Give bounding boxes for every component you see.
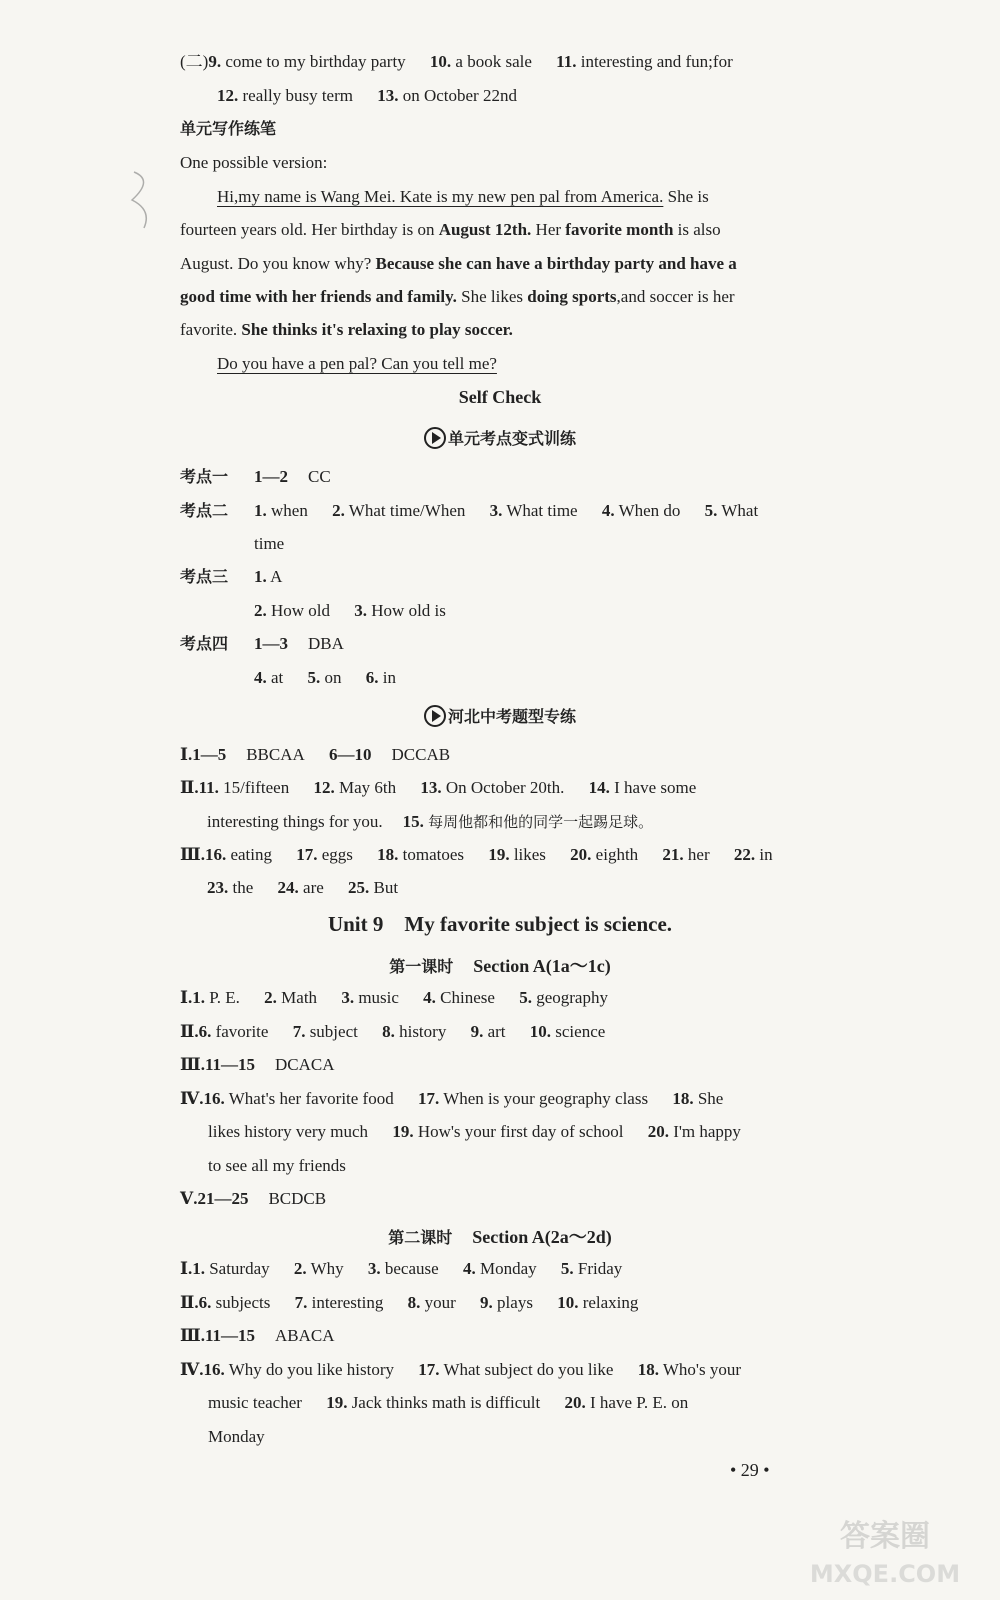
item-number: 20. <box>570 845 592 864</box>
watermark-text: MXQE.COM <box>809 1560 961 1588</box>
item-number: 2. <box>264 988 277 1007</box>
answer-text: favorite <box>215 1022 269 1041</box>
answer-text: Jack thinks math is difficult <box>351 1393 541 1412</box>
answer-text: when <box>271 501 308 520</box>
item-number: 18. <box>637 1360 659 1379</box>
underlined-sentence: Do you have a pen pal? Can you tell me? <box>217 354 497 373</box>
l2-r4-line2 <box>208 1392 688 1414</box>
text: August. Do you know why? <box>180 254 376 273</box>
writing-p1-line1 <box>217 186 709 208</box>
item-number: 20. <box>564 1393 586 1412</box>
answer-text: When is your geography class <box>443 1089 649 1108</box>
range: 21—25 <box>197 1189 249 1208</box>
answer-text: What time <box>506 501 578 520</box>
l2-r4-line3: Monday <box>208 1427 265 1446</box>
kd3-row-2 <box>254 600 446 622</box>
item-number: 13. <box>420 778 442 797</box>
kd2-row <box>180 500 758 522</box>
item-number: 12. <box>217 86 239 105</box>
subheading-text: 河北中考题型专练 <box>447 707 576 726</box>
item-number: 14. <box>588 778 610 797</box>
l2-r1 <box>180 1258 622 1280</box>
item-number: 24. <box>277 878 299 897</box>
answer-text: plays <box>497 1293 533 1312</box>
item-number: 20. <box>647 1122 669 1141</box>
kd4-row-2 <box>254 667 396 689</box>
answer-text: eggs <box>321 845 353 864</box>
kd-label: 考点三 <box>180 567 229 586</box>
text: fourteen years old. Her birthday is on <box>180 220 439 239</box>
item-number: 3. <box>367 1259 381 1278</box>
range: 11—15 <box>204 1326 256 1345</box>
answer-text: come to my birthday party <box>225 52 406 71</box>
item-number: 17. <box>296 845 318 864</box>
item-number: 6. <box>365 668 379 687</box>
answer-text: What <box>721 501 759 520</box>
roman-numeral: Ⅱ. <box>180 1293 199 1312</box>
item-number: 11. <box>556 52 577 71</box>
answer-text: What subject do you like <box>443 1360 614 1379</box>
lesson1-title <box>0 952 1000 978</box>
writing-heading: 单元写作练笔 <box>180 119 277 138</box>
range: 1—5 <box>192 745 227 764</box>
item-number: 3. <box>354 601 368 620</box>
answer-text: I'm happy <box>673 1122 741 1141</box>
kd1-row <box>180 466 331 488</box>
er-line-1 <box>180 51 733 73</box>
answer-text: CC <box>308 467 331 486</box>
answer-text: But <box>373 878 399 897</box>
selfcheck-title: Self Check <box>458 387 542 407</box>
answer-text: DBA <box>308 634 344 653</box>
hb-r3-cont <box>207 877 398 899</box>
text: She likes <box>456 287 528 306</box>
answer-text: tomatoes <box>402 845 465 864</box>
item-number: 2. <box>254 601 267 620</box>
item-number: 23. <box>207 878 229 897</box>
answer-text: What time/When <box>348 501 466 520</box>
answer-text: a book sale <box>455 52 532 71</box>
item-number: 5. <box>704 501 718 520</box>
roman-numeral: Ⅱ. <box>180 778 199 797</box>
writing-p1-line4 <box>180 286 735 308</box>
bold-text: favorite month <box>565 220 674 239</box>
lesson2-title <box>0 1223 1000 1249</box>
answer-text: interesting and fun;for <box>580 52 733 71</box>
item-number: 5. <box>307 668 321 687</box>
roman-numeral: Ⅰ. <box>180 1259 193 1278</box>
item-number: 19. <box>392 1122 414 1141</box>
play-arrow-icon <box>424 705 446 727</box>
kd-label: 考点二 <box>180 501 229 520</box>
lesson-title-cn: 第一课时 <box>389 957 454 976</box>
answer-text: in <box>759 845 773 864</box>
item-number: 3. <box>341 988 355 1007</box>
item-number: 10. <box>429 52 452 71</box>
answer-text: geography <box>536 988 608 1007</box>
answer-text: subjects <box>215 1293 271 1312</box>
answer-text: science <box>555 1022 606 1041</box>
watermark-cn: 答案圈 <box>840 1519 930 1554</box>
watermark-logo <box>800 1512 970 1592</box>
item-number: 8. <box>382 1022 395 1041</box>
answer-text: How old is <box>371 601 446 620</box>
bold-text: good time with her friends and family. <box>180 287 457 306</box>
answer-text: When do <box>618 501 681 520</box>
answer-text: BBCAA <box>246 745 305 764</box>
roman-numeral: Ⅳ. <box>180 1089 204 1108</box>
item-number: 18. <box>672 1089 694 1108</box>
answer-text: DCACA <box>275 1055 335 1074</box>
answer-text: are <box>303 878 324 897</box>
unit-title: Unit 9 My favorite subject is science. <box>327 912 673 936</box>
roman-numeral: Ⅲ. <box>180 845 205 864</box>
l1-r2 <box>180 1021 605 1043</box>
answer-text: music <box>358 988 399 1007</box>
answer-text: Saturday <box>209 1259 270 1278</box>
selfcheck-subheading-2 <box>0 704 1000 727</box>
l1-r4 <box>180 1088 723 1110</box>
answer-text: the <box>232 878 254 897</box>
kd3-row <box>180 566 282 588</box>
answer-text: her <box>687 845 710 864</box>
answer-text: How's your first day of school <box>417 1122 624 1141</box>
l1-r5 <box>180 1188 326 1210</box>
text: She is <box>663 187 709 206</box>
range: 1—2 <box>254 467 288 486</box>
hb-r1 <box>180 744 450 766</box>
play-arrow-icon <box>424 427 446 449</box>
roman-numeral: Ⅴ. <box>180 1189 198 1208</box>
kd-label: 考点四 <box>180 634 229 653</box>
item-number: 6. <box>198 1293 212 1312</box>
underlined-sentence: Hi,my name is Wang Mei. Kate is my new pen pal from America. <box>217 187 664 206</box>
l2-r3 <box>180 1325 335 1347</box>
item-number: 9. <box>480 1293 493 1312</box>
writing-p1-line2 <box>180 219 721 241</box>
answer-text: ABACA <box>275 1326 335 1345</box>
answer-text: Why <box>310 1259 344 1278</box>
section-prefix: (二) <box>180 52 209 71</box>
item-number: 12. <box>313 778 335 797</box>
item-number: 7. <box>292 1022 306 1041</box>
answer-text: Math <box>281 988 318 1007</box>
bold-text: doing sports <box>527 287 617 306</box>
item-number: 1. <box>254 567 267 586</box>
item-number: 1. <box>254 501 267 520</box>
answer-text: interesting things for you. <box>207 812 383 831</box>
answer-text: May 6th <box>338 778 397 797</box>
answer-text: art <box>487 1022 506 1041</box>
answer-text: Who's your <box>662 1360 742 1379</box>
answer-text: on October 22nd <box>402 86 517 105</box>
item-number: 15. <box>402 812 424 831</box>
writing-p2 <box>217 353 497 375</box>
bold-text: Because she can have a birthday party and have a <box>375 254 737 273</box>
item-number: 17. <box>418 1360 440 1379</box>
item-number: 10. <box>529 1022 552 1041</box>
item-number: 6. <box>198 1022 212 1041</box>
answer-text: Why do you like history <box>228 1360 395 1379</box>
roman-numeral: Ⅱ. <box>180 1022 199 1041</box>
item-number: 13. <box>377 86 399 105</box>
writing-p1-line5 <box>180 319 513 341</box>
margin-scribble <box>124 170 164 230</box>
answer-text: your <box>424 1293 456 1312</box>
answer-text: eighth <box>595 845 639 864</box>
item-number: 22. <box>733 845 756 864</box>
hb-r3 <box>180 844 773 866</box>
l1-r4-line2 <box>208 1121 741 1143</box>
answer-text: subject <box>309 1022 358 1041</box>
answer-text: On October 20th. <box>445 778 565 797</box>
writing-p1-line3 <box>180 253 737 275</box>
hb-r2-cont <box>207 811 653 833</box>
item-number: 1. <box>192 988 205 1007</box>
item-number: 9. <box>470 1022 484 1041</box>
answer-text: I have some <box>614 778 697 797</box>
range: 1—3 <box>254 634 288 653</box>
item-number: 19. <box>326 1393 348 1412</box>
answer-text: P. E. <box>209 988 240 1007</box>
item-number: 19. <box>488 845 510 864</box>
answer-text: 每周他都和他的同学一起踢足球。 <box>428 813 654 831</box>
answer-text: on <box>324 668 342 687</box>
lesson-title-en: Section A(1a～1c) <box>473 956 611 976</box>
item-number: 11. <box>198 778 219 797</box>
roman-numeral: Ⅰ. <box>180 988 193 1007</box>
item-number: 17. <box>417 1089 440 1108</box>
answer-text: How old <box>271 601 331 620</box>
answer-text: BCDCB <box>268 1189 327 1208</box>
kd-label: 考点一 <box>180 467 229 486</box>
item-number: 4. <box>423 988 436 1007</box>
selfcheck-subheading-1 <box>0 426 1000 449</box>
item-number: 7. <box>294 1293 308 1312</box>
answer-text: at <box>271 668 284 687</box>
l2-r2 <box>180 1292 638 1314</box>
item-number: 1. <box>192 1259 205 1278</box>
answer-text: in <box>382 668 397 687</box>
answer-text: She <box>697 1089 724 1108</box>
bold-text: She thinks it's relaxing to play soccer. <box>241 320 513 339</box>
item-number: 8. <box>407 1293 421 1312</box>
answer-text: because <box>384 1259 439 1278</box>
kd2-cont: time <box>254 534 285 553</box>
text: ,and soccer is her <box>616 287 735 306</box>
answer-text: really busy term <box>242 86 353 105</box>
er-line-2 <box>217 85 517 107</box>
roman-numeral: Ⅰ. <box>180 745 193 764</box>
item-number: 4. <box>462 1259 476 1278</box>
hb-r2 <box>180 777 696 799</box>
item-number: 5. <box>519 988 532 1007</box>
roman-numeral: Ⅳ. <box>180 1360 204 1379</box>
answer-text: history <box>399 1022 447 1041</box>
answer-text: I have P. E. on <box>590 1393 689 1412</box>
answer-text: music teacher <box>208 1393 302 1412</box>
range: 6—10 <box>329 745 372 764</box>
kd4-row <box>180 633 344 655</box>
lesson-title-en: Section A(2a～2d) <box>472 1227 612 1247</box>
answer-text: Monday <box>479 1259 537 1278</box>
answer-text: What's her favorite food <box>228 1089 394 1108</box>
l1-r1 <box>180 987 608 1009</box>
lesson-title-cn: 第二课时 <box>388 1228 453 1247</box>
item-number: 3. <box>489 501 503 520</box>
subheading-text: 单元考点变式训练 <box>447 429 576 448</box>
item-number: 16. <box>203 1089 225 1108</box>
answer-text: 15/fifteen <box>223 778 290 797</box>
item-number: 9. <box>208 52 222 71</box>
answer-text: likes <box>513 845 546 864</box>
range: 11—15 <box>204 1055 256 1074</box>
answer-text: interesting <box>311 1293 384 1312</box>
text: is also <box>673 220 721 239</box>
answer-text: Chinese <box>440 988 495 1007</box>
item-number: 10. <box>557 1293 579 1312</box>
answer-text: A <box>270 567 283 586</box>
item-number: 21. <box>662 845 684 864</box>
text: favorite. <box>180 320 242 339</box>
l1-r3 <box>180 1054 335 1076</box>
item-number: 18. <box>377 845 399 864</box>
roman-numeral: Ⅲ. <box>180 1326 205 1345</box>
item-number: 2. <box>293 1259 307 1278</box>
answer-text: likes history very much <box>208 1122 369 1141</box>
answer-text: relaxing <box>582 1293 639 1312</box>
item-number: 5. <box>560 1259 574 1278</box>
item-number: 16. <box>204 845 227 864</box>
bold-text: August 12th. <box>438 220 532 239</box>
item-number: 16. <box>203 1360 225 1379</box>
text: Her <box>531 220 566 239</box>
roman-numeral: Ⅲ. <box>180 1055 205 1074</box>
item-number: 4. <box>601 501 615 520</box>
item-number: 2. <box>332 501 345 520</box>
writing-intro: One possible version: <box>180 153 328 172</box>
answer-text: eating <box>230 845 272 864</box>
answer-text: DCCAB <box>391 745 451 764</box>
answer-text: Friday <box>577 1259 623 1278</box>
l2-r4 <box>180 1359 741 1381</box>
l1-r4-line3: to see all my friends <box>208 1156 346 1175</box>
page-number: • 29 • <box>730 1460 770 1480</box>
item-number: 4. <box>254 668 267 687</box>
item-number: 25. <box>348 878 370 897</box>
